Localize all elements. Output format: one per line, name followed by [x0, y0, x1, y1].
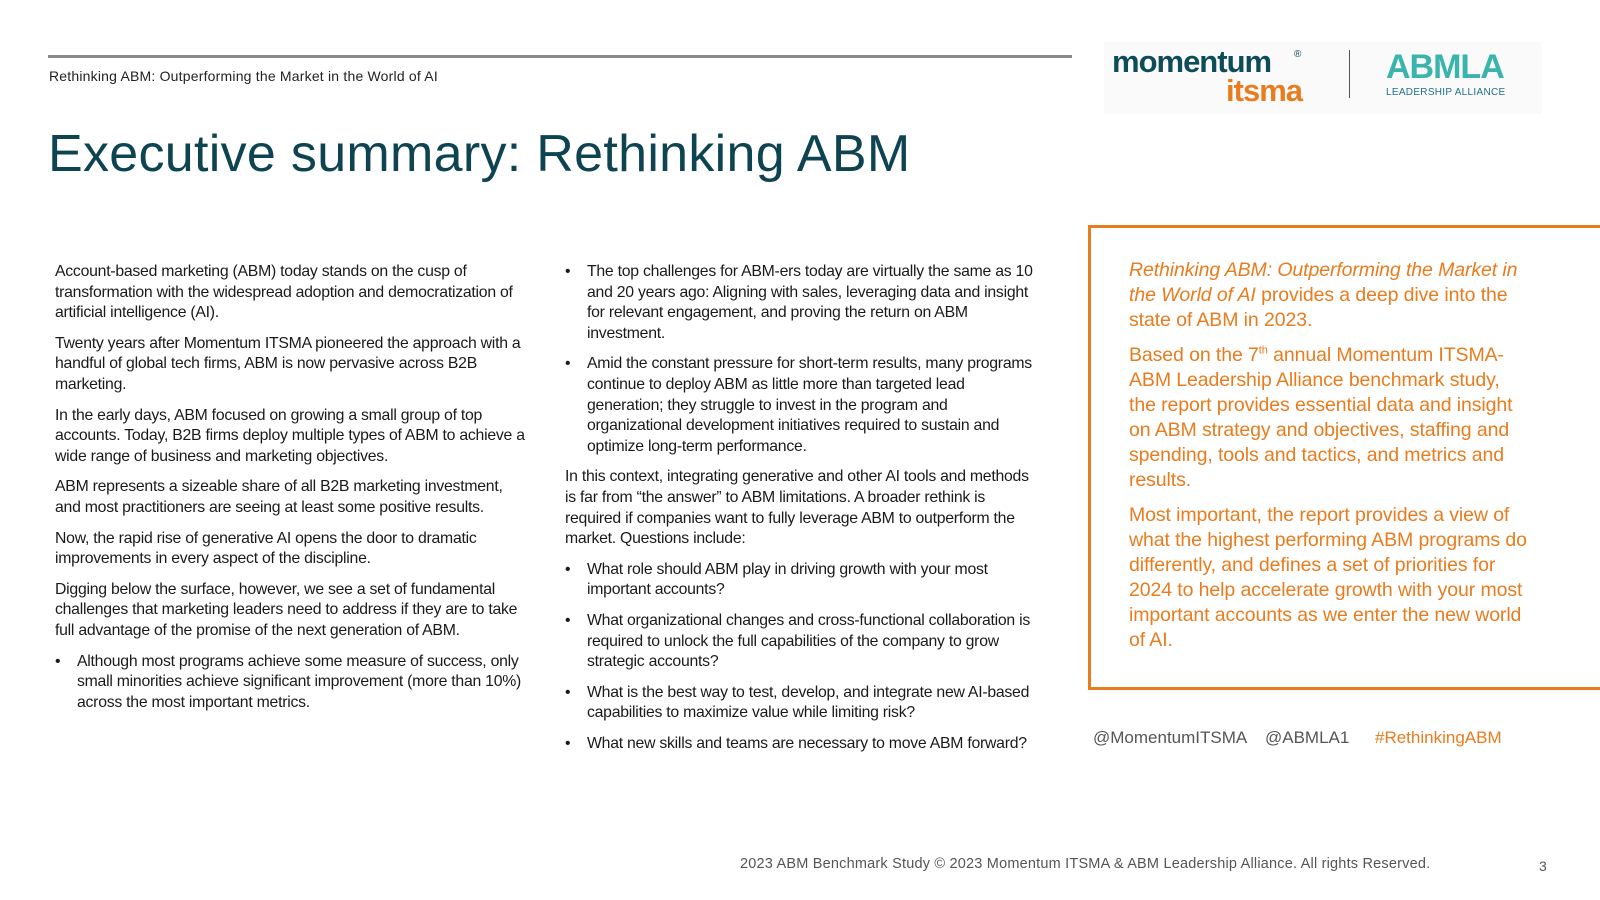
logo-area: [1104, 42, 1542, 114]
callout-text-run: Based on the 7: [1129, 344, 1259, 366]
page-title: Executive summary: Rethinking ABM: [48, 125, 911, 183]
header-rule: [48, 55, 1072, 58]
page-number: 3: [1539, 858, 1547, 874]
bullet-item: • Amid the constant pressure for short-term results, many programs continue to deploy ABM as little more than targeted lead generation; they struggle to invest in the program and organizational development initiatives required to sustain and optimize long-term performance.: [565, 354, 1037, 457]
footer-copyright: 2023 ABM Benchmark Study © 2023 Momentum ITSMA & ABM Leadership Alliance. All rights Reserved.: [740, 856, 1431, 872]
callout-text-run: annual Momentum ITSMA-ABM Leadership Alliance benchmark study, the report provides essential data and insight on ABM strategy and objectives, staffing and spending, tools and tactics, and metrics and results.: [1129, 344, 1513, 491]
paragraph: Account-based marketing (ABM) today stands on the cusp of transformation with the widespread adoption and democratization of artificial intelligence (AI).: [55, 263, 513, 322]
abmla-logo-word: ABMLA: [1386, 48, 1504, 86]
question-list: [565, 560, 1037, 755]
paragraph: Twenty years after Momentum ITSMA pioneered the approach with a handful of global tech firms, ABM is now pervasive across B2B marketing.: [55, 334, 521, 393]
paragraph: ABM represents a sizeable share of all B2B marketing investment, and most practitioners are seeing at least some positive results.: [55, 478, 503, 516]
running-head: Rethinking ABM: Outperforming the Market in the World of AI: [49, 68, 438, 84]
paragraph: Digging below the surface, however, we see a set of fundamental challenges that marketing leaders need to address if they are to take full advantage of the promise of the next generation of ABM.: [55, 580, 518, 639]
right-column: [565, 262, 1037, 764]
logo-divider: [1349, 50, 1350, 98]
paragraph: Now, the rapid rise of generative AI opens the door to dramatic improvements in every aspect of the discipline.: [55, 529, 477, 568]
momentum-logo-word: momentum: [1112, 44, 1272, 79]
question-item: • What is the best way to test, develop, and integrate new AI-based capabilities to maximize value while limiting risk?: [565, 683, 1037, 724]
social-handle-momentum: @MomentumITSMA: [1093, 728, 1248, 747]
social-handle-abmla: @ABMLA1: [1265, 728, 1350, 747]
bullet-list: [565, 262, 1037, 457]
paragraph: In the early days, ABM focused on growing a small group of top accounts. Today, B2B firms deploy multiple types of ABM to achieve a wide range of business and marketing objectives.: [55, 406, 525, 465]
callout-text-run: provides a deep dive into the state of ABM in 2023.: [1129, 284, 1508, 331]
registered-mark: ®: [1294, 49, 1302, 60]
callout-paragraph: Most important, the report provides a view of what the highest performing ABM programs do differently, and defines a set of priorities for 2024 to help accelerate growth with your most important accounts as we enter the new world of AI.: [1129, 504, 1527, 651]
social-hashtag: #RethinkingABM: [1375, 728, 1502, 747]
ordinal-suffix: th: [1258, 344, 1268, 357]
callout-paragraph: [1129, 258, 1529, 333]
abmla-logo-tagline: LEADERSHIP ALLIANCE: [1386, 87, 1506, 98]
abmla-logo: [1386, 50, 1505, 98]
paragraph: In this context, integrating generative and other AI tools and methods is far from “the answer” to ABM limitations. A broader rethink is required if companies want to fully leverage ABM to outperform the market. Questions include:: [565, 468, 1029, 548]
question-item: • What role should ABM play in driving growth with your most important accounts?: [565, 560, 1037, 601]
callout-paragraph: [1129, 343, 1529, 493]
left-column: [55, 262, 525, 723]
callout-text: [1129, 258, 1529, 663]
bullet-item: • Although most programs achieve some measure of success, only small minorities achieve significant improvement (more than 10%) across the most important metrics.: [55, 652, 525, 714]
bullet-list: [55, 652, 525, 714]
question-item: • What new skills and teams are necessary to move ABM forward?: [565, 734, 1037, 755]
callout-box: [1088, 225, 1600, 690]
bullet-item: • The top challenges for ABM-ers today are virtually the same as 10 and 20 years ago: Aligning with sales, leveraging data and insight for relevant engagement, and proving the return on ABM investment.: [565, 262, 1037, 344]
report-title: Rethinking ABM: Outperforming the Market in the World of AI: [1129, 259, 1518, 306]
momentum-itsma-logo: [1112, 46, 1312, 106]
question-item: • What organizational changes and cross-functional collaboration is required to unlock the full capabilities of the company to grow strategic accounts?: [565, 611, 1037, 673]
itsma-logo-word: itsma: [1226, 73, 1302, 108]
